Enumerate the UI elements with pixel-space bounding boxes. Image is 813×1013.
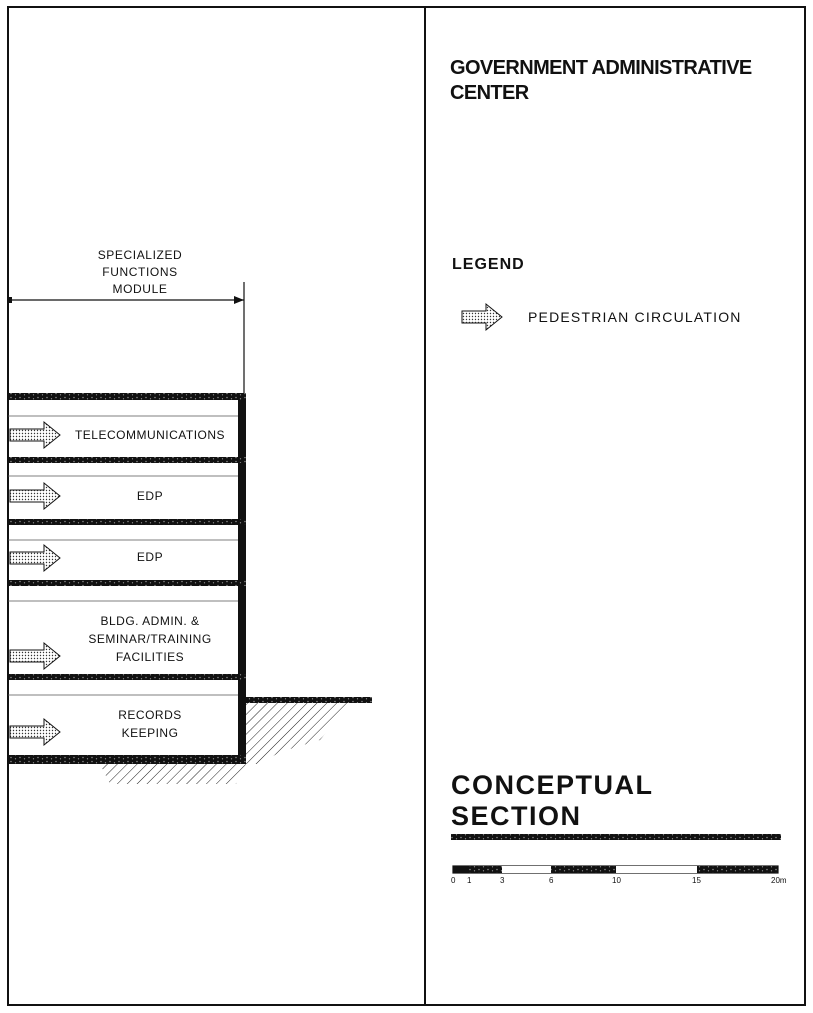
dotted-arrow-icon [10, 422, 60, 448]
project-title-line: GOVERNMENT ADMINISTRATIVE [450, 57, 752, 79]
module-label [60, 247, 220, 298]
drawing-title [451, 770, 654, 832]
scale-tick-label: 0 [451, 876, 456, 885]
module-label-line: MODULE [112, 282, 168, 296]
title-underline [451, 834, 781, 840]
drawing-title-line: CONCEPTUAL [451, 770, 654, 800]
module-label-line: SPECIALIZED [97, 248, 183, 262]
project-title-line: CENTER [450, 82, 529, 104]
scale-tick-label: 3 [500, 876, 505, 885]
module-label-line: FUNCTIONS [102, 265, 178, 279]
floor-label-line: FACILITIES [115, 650, 185, 664]
scale-bar [453, 866, 778, 873]
floor-label-line: KEEPING [121, 726, 179, 740]
floor-label-line: BLDG. ADMIN. & [100, 614, 200, 628]
drawing-title-line: SECTION [451, 801, 582, 831]
project-title [450, 56, 752, 106]
scale-tick-label: 1 [467, 876, 472, 885]
floor-label [64, 487, 236, 505]
floor-label-line: TELECOMMUNICATIONS [74, 428, 226, 442]
legend-item-label: PEDESTRIAN CIRCULATION [528, 309, 742, 325]
scale-tick-label: 10 [612, 876, 621, 885]
scale-tick-label: 20m [771, 876, 787, 885]
dotted-arrow-icon [10, 545, 60, 571]
floor-label-line: RECORDS [118, 708, 182, 722]
floor-label-line: SEMINAR/TRAINING [88, 632, 212, 646]
dotted-arrow-icon [462, 304, 502, 330]
dotted-arrow-icon [10, 483, 60, 509]
floor-label [64, 706, 236, 742]
floor-label-line: EDP [136, 550, 164, 564]
scale-tick-label: 15 [692, 876, 701, 885]
dotted-arrow-icon [10, 719, 60, 745]
floor-label [64, 426, 236, 444]
floor-label-line: EDP [136, 489, 164, 503]
dotted-arrow-icon [10, 643, 60, 669]
scale-tick-label: 6 [549, 876, 554, 885]
legend-heading: LEGEND [452, 256, 525, 273]
floor-label [64, 548, 236, 566]
module-dimension-line [8, 282, 244, 396]
floor-label [64, 612, 236, 666]
